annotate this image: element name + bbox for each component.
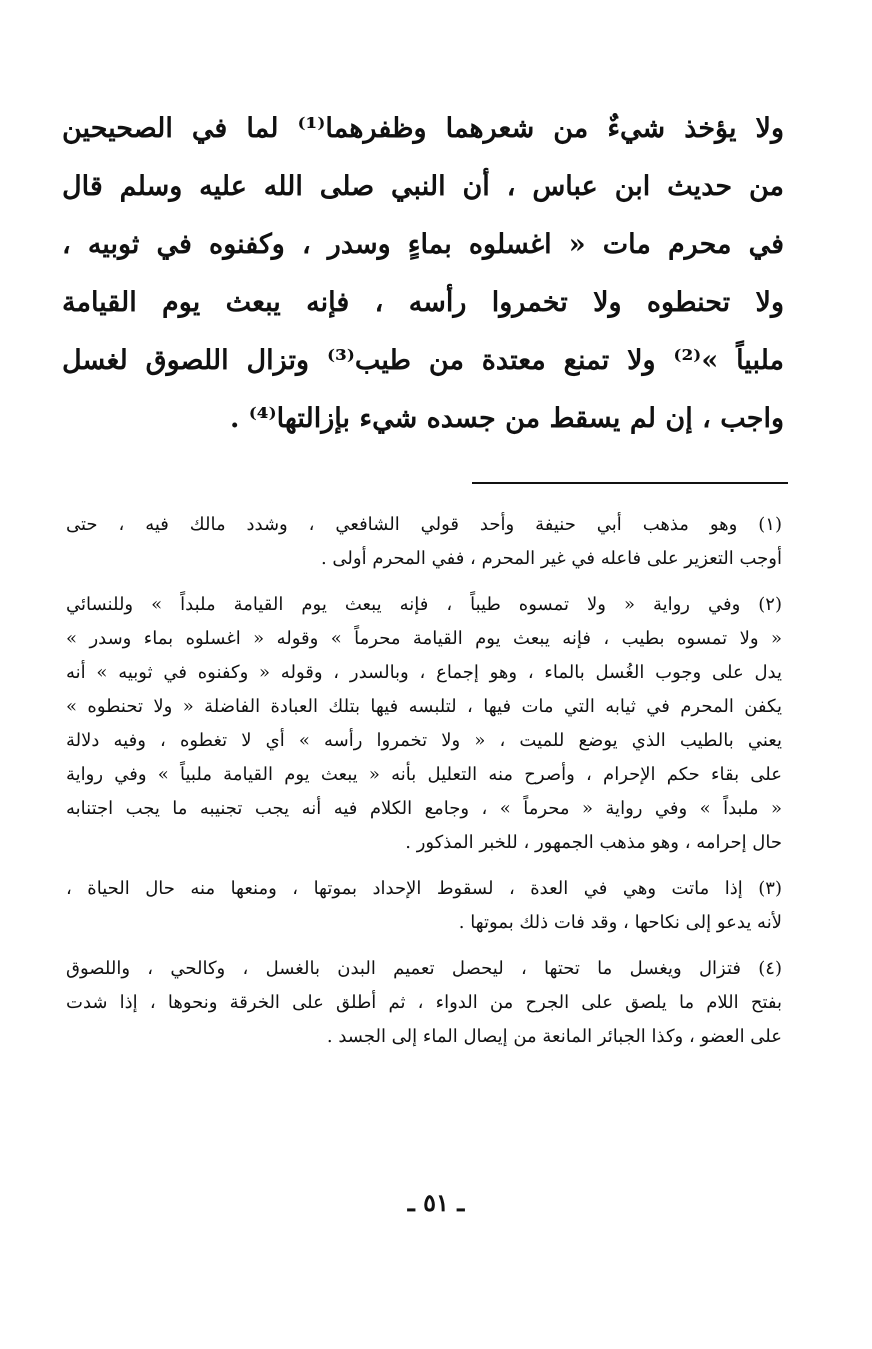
footnote-divider [472, 482, 788, 484]
footnote-2 [66, 588, 782, 860]
footnote-line: بفتح اللام ما يلصق على الجرح من الدواء ، ثم أطلق على الخرقة ونحوها ، إذا شدت [66, 992, 782, 1013]
footnote-1 [66, 508, 782, 576]
footnote-line: « ملبداً » وفي رواية « محرماً » ، وجامع الكلام فيه أنه يجب تجنيبه ما يجب اجتنابه [66, 798, 782, 819]
footnote-line: (٣) إذا ماتت وهي في العدة ، لسقوط الإحداد بموتها ، ومنعها منه حال الحياة ، [66, 878, 782, 899]
main-text-line: ولا تحنطوه ولا تخمروا رأسه ، فإنه يبعث يوم القيامة [62, 287, 784, 318]
footnote-line: على بقاء حكم الإحرام ، وأصرح منه التعليل بأنه « يبعث يوم القيامة ملبياً » وفي رواية [66, 764, 782, 785]
footnote-3 [66, 872, 782, 940]
main-text-line: من حديث ابن عباس ، أن النبي صلى الله عليه وسلم قال [62, 171, 784, 202]
page-number: ـ ٥١ ـ [407, 1188, 465, 1217]
footnote-line: يدل على وجوب الغُسل بالماء ، وهو إجماع ، وبالسدر ، وقوله « وكفنوه في ثوبيه » أنه [66, 662, 782, 683]
main-text-block [62, 100, 784, 448]
footnote-line: (٢) وفي رواية « ولا تمسوه طيباً ، فإنه يبعث يوم القيامة ملبداً » وللنسائي [66, 594, 782, 615]
footnote-line: (٤) فتزال ويغسل ما تحتها ، ليحصل تعميم البدن بالغسل ، وكالحي ، واللصوق [66, 958, 782, 979]
footnote-line: أوجب التعزير على فاعله في غير المحرم ، ففي المحرم أولى . [320, 548, 782, 569]
main-text-line: ملبياً »⁽²⁾ ولا تمنع معتدة من طيب⁽³⁾ وتزال اللصوق لغسل [62, 345, 784, 376]
main-text-line: في محرم مات « اغسلوه بماءٍ وسدر ، وكفنوه في ثوبيه ، [62, 229, 784, 260]
main-text-line: ولا يؤخذ شيءٌ من شعرهما وظفرهما⁽¹⁾ لما في الصحيحين [62, 113, 784, 144]
footnote-line: يعني بالطيب الذي يوضع للميت ، « ولا تخمروا رأسه » أي لا تغطوه ، وفيه دلالة [66, 730, 782, 751]
footnote-line: « ولا تمسوه بطيب ، فإنه يبعث يوم القيامة محرماً » وقوله « اغسلوه بماء وسدر » [66, 628, 782, 649]
footnotes-block [66, 508, 782, 1066]
footnote-line: (١) وهو مذهب أبي حنيفة وأحد قولي الشافعي ، وشدد مالك فيه ، حتى [66, 514, 782, 535]
footnote-4 [66, 952, 782, 1054]
footnote-line: لأنه يدعو إلى نكاحها ، وقد فات ذلك بموتها . [458, 912, 782, 933]
footnote-line: حال إحرامه ، وهو مذهب الجمهور ، للخبر المذكور . [405, 832, 782, 853]
footnote-line: على العضو ، وكذا الجبائر المانعة من إيصال الماء إلى الجسد . [326, 1026, 782, 1047]
footnote-line: يكفن المحرم في ثيابه التي مات فيها ، لتلبسه فيها بتلك العبادة الفاضلة « ولا تحنطوه » [66, 696, 782, 717]
main-text-line: واجب ، إن لم يسقط من جسده شيء بإزالتها⁽⁴⁾ . [229, 403, 784, 434]
